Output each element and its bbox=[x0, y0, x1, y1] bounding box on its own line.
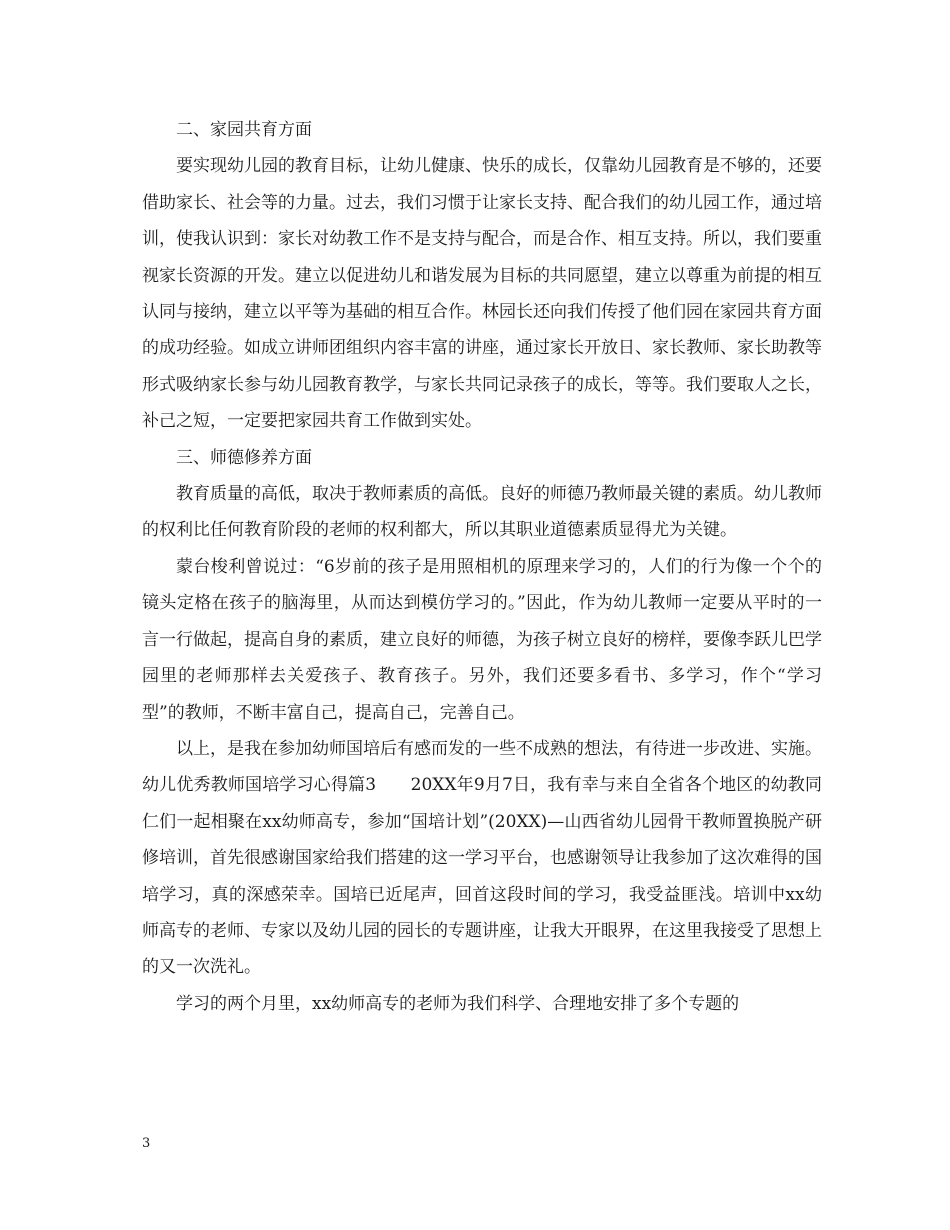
paragraph: 幼儿优秀教师国培学习心得篇3 20XX年9月7日，我有幸与来自全省各个地区的幼教同仁们一起相聚在xx幼师高专，参加“国培计划”(20XX)—山西省幼儿园骨干教师置换脱产研修培训，首先很感谢国家给我们搭建的这一学习平台，也感谢领导让我参加了这次难得的国培学习，真的深感荣幸。国培已近尾声，回首这段时间的学习，我受益匪浅。培训中xx幼师高专的老师、专家以及幼儿园的园长的专题讲座，让我大开眼界，在这里我接受了思想上的又一次洗礼。 bbox=[142, 775, 822, 978]
paragraph: 蒙台梭利曾说过：“6岁前的孩子是用照相机的原理来学习的，人们的行为像一个个的镜头定格在孩子的脑海里，从而达到模仿学习的。”因此，作为幼儿教师一定要从平时的一言一行做起，提高自身的素质，建立良好的师德，为孩子树立良好的榜样，要像李跃儿巴学园里的老师那样去关爱孩子、教育孩子。另外，我们还要多看书、多学习，作个“学习型”的教师，不断丰富自己，提高自己，完善自己。 bbox=[142, 556, 822, 723]
section-heading-teacher-ethics: 三、师德修养方面 bbox=[176, 447, 312, 468]
paragraph: 要实现幼儿园的教育目标，让幼儿健康、快乐的成长，仅靠幼儿园教育是不够的，还要借助家长、社会等的力量。过去，我们习惯于让家长支持、配合我们的幼儿园工作，通过培训，使我认识到：家长对幼教工作不是支持与配合，而是合作、相互支持。所以，我们要重视家长资源的开发。建立以促进幼儿和谐发展为目标的共同愿望，建立以尊重为前提的相互认同与接纳，建立以平等为基础的相互合作。林园长还向我们传授了他们园在家园共育方面的成功经验。如成立讲师团组织内容丰富的讲座，通过家长开放日、家长教师、家长助教等形式吸纳家长参与幼儿园教育教学，与家长共同记录孩子的成长，等等。我们要取人之长，补己之短，一定要把家园共育工作做到实处。 bbox=[142, 156, 822, 432]
paragraph: 教育质量的高低，取决于教师素质的高低。良好的师德乃教师最关键的素质。幼儿教师的权利比任何教育阶段的老师的权利都大，所以其职业道德素质显得尤为关键。 bbox=[142, 484, 822, 541]
paragraph: 以上，是我在参加幼师国培后有感而发的一些不成熟的想法，有待进一步改进、实施。 bbox=[176, 738, 822, 759]
section-heading-home-school: 二、家园共育方面 bbox=[176, 120, 312, 140]
page-number: 3 bbox=[142, 1136, 151, 1151]
document-body bbox=[142, 112, 822, 1022]
paragraph: 学习的两个月里，xx幼师高专的老师为我们科学、合理地安排了多个专题的 bbox=[176, 993, 740, 1014]
